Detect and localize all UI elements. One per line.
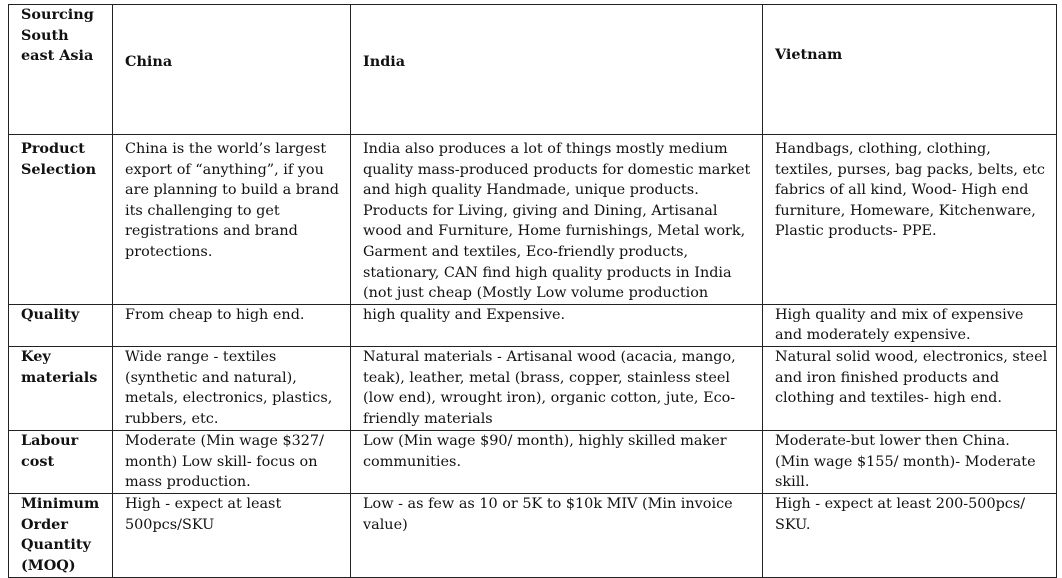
sourcing-comparison-table bbox=[8, 4, 1057, 578]
cell-india-quality: high quality and Expensive. bbox=[351, 304, 763, 346]
table-row bbox=[9, 135, 1057, 305]
row-label-moq: Minimum Order Quantity (MOQ) bbox=[9, 493, 113, 577]
table-row bbox=[9, 493, 1057, 577]
cell-india-labour-cost: Low (Min wage $90/ month), highly skilled maker communities. bbox=[351, 430, 763, 493]
cell-vietnam-key-materials: Natural solid wood, electronics, steel and iron finished products and clothing and textiles- high end. bbox=[763, 346, 1057, 430]
table-row bbox=[9, 430, 1057, 493]
cell-vietnam-labour-cost: Moderate-but lower then China. (Min wage $155/ month)- Moderate skill. bbox=[763, 430, 1057, 493]
cell-vietnam-moq: High - expect at least 200-500pcs/ SKU. bbox=[763, 493, 1057, 577]
column-header-china: China bbox=[113, 5, 351, 135]
cell-vietnam-quality: High quality and mix of expensive and moderately expensive. bbox=[763, 304, 1057, 346]
cell-india-moq: Low - as few as 10 or 5K to $10k MIV (Min invoice value) bbox=[351, 493, 763, 577]
table-row bbox=[9, 304, 1057, 346]
cell-vietnam-product-selection: Handbags, clothing, clothing, textiles, purses, bag packs, belts, etc fabrics of all kind, Wood- High end furniture, Homeware, Kitchenware, Plastic products- PPE. bbox=[763, 135, 1057, 305]
row-label-key-materials: Key materials bbox=[9, 346, 113, 430]
row-label-product-selection: Product Selection bbox=[9, 135, 113, 305]
table-corner-title: Sourcing South east Asia bbox=[9, 5, 113, 135]
column-header-vietnam: Vietnam bbox=[763, 5, 1057, 135]
cell-india-product-selection: India also produces a lot of things mostly medium quality mass-produced products for domestic market and high quality Handmade, unique products. Products for Living, giving and Dining, Artisanal wood and Furniture, Home furnishings, Metal work, Garment and textiles, Eco-friendly products, stationary, CAN find high quality products in India (not just cheap (Mostly Low volume production bbox=[351, 135, 763, 305]
cell-china-key-materials: Wide range - textiles (synthetic and natural), metals, electronics, plastics, rubbers, etc. bbox=[113, 346, 351, 430]
table-row bbox=[9, 346, 1057, 430]
cell-china-quality: From cheap to high end. bbox=[113, 304, 351, 346]
column-header-india: India bbox=[351, 5, 763, 135]
table-header-row bbox=[9, 5, 1057, 135]
cell-china-labour-cost: Moderate (Min wage $327/ month) Low skill- focus on mass production. bbox=[113, 430, 351, 493]
cell-india-key-materials: Natural materials - Artisanal wood (acacia, mango, teak), leather, metal (brass, copper, stainless steel (low end), wrought iron), organic cotton, jute, Eco-friendly materials bbox=[351, 346, 763, 430]
row-label-labour-cost: Labour cost bbox=[9, 430, 113, 493]
cell-china-product-selection: China is the world’s largest export of “anything”, if you are planning to build a brand its challenging to get registrations and brand protections. bbox=[113, 135, 351, 305]
row-label-quality: Quality bbox=[9, 304, 113, 346]
cell-china-moq: High - expect at least 500pcs/SKU bbox=[113, 493, 351, 577]
